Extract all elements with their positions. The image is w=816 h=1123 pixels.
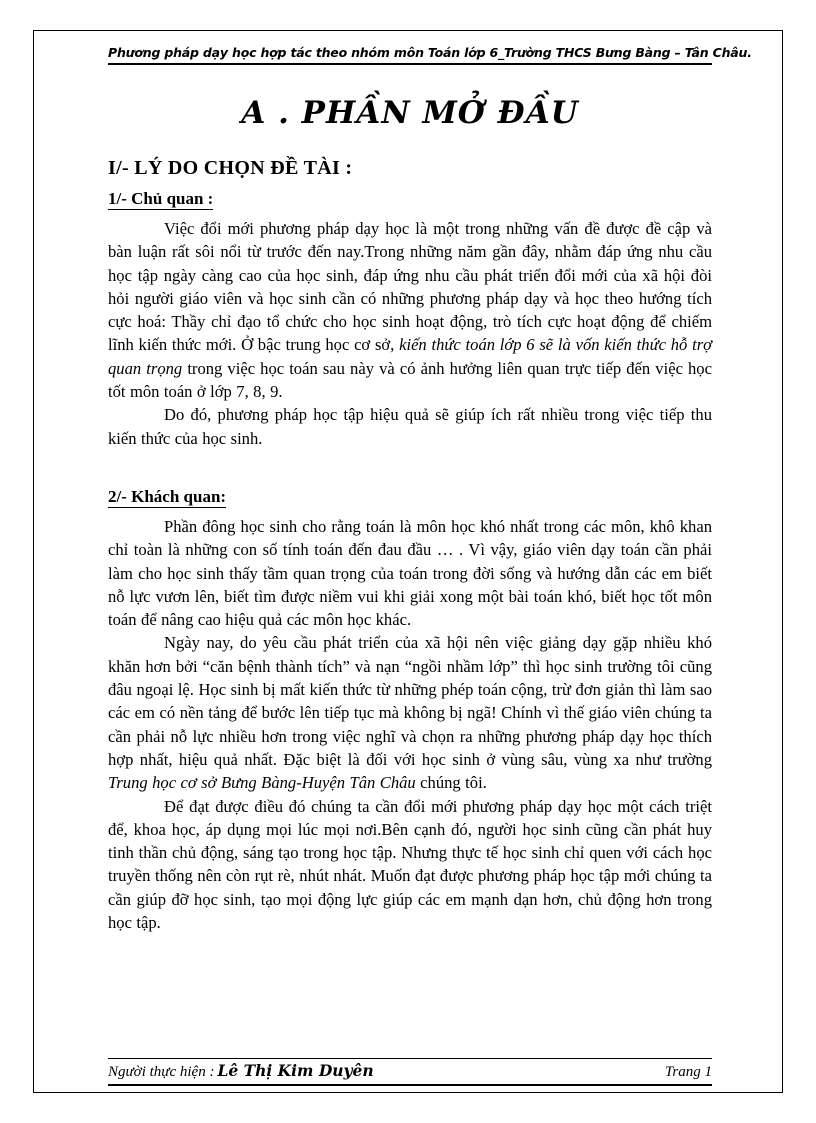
paragraph-khachquan-1: Phần đông học sinh cho rằng toán là môn học khó nhất trong các môn, khô khan chỉ toàn là những con số tính toán đến đau đầu … . Vì vậy, giáo viên dạy toán cần phải làm cho học sinh thấy tầm quan trọng của toán trong đời sống và hướng dẫn các em biết nỗ lực vươn lên, biết tìm được niềm vui khi giải xong một bài toán khó, biết học tốt môn toán để nâng cao hiệu quả các môn học khác. [108,516,712,630]
paragraph-khachquan-2-italic: Trung học cơ sở Bưng Bàng-Huyện Tân Châu [108,773,416,793]
subsection-heading-chuquan: 1/- Chủ quan : [108,189,214,208]
paragraph-khachquan-2-part-b: chúng tôi. [415,773,487,793]
paragraph-chuquan-1-part-a: Việc đổi mới phương pháp dạy học là một trong những vấn đề được đề cập và bàn luận rất sôi nổi từ trước đến nay.Trong những năm gần đây, nhằm đáp ứng nhu cầu học tập ngày càng cao của học sinh, đáp ứng nhu cầu phát triển đổi mới của xã hội đòi hỏi người giáo viên và học sinh cần có những phương pháp dạy và học theo hướng tích cực hoá: Thầy chỉ đạo tổ chức cho học sinh hoạt động, trò tích cực hoạt động để chiếm lĩnh kiến thức mới. Ở bậc trung học cơ sở, [108,219,712,355]
subsection-heading-khachquan: 2/- Khách quan: [108,486,227,506]
paragraph-chuquan-1-part-b: trong việc học toán sau này và có ảnh hưởng liên quan trực tiếp đến việc học tốt môn toán ở lớp 7, 8, 9. [108,358,712,402]
subsection-1-heading-wrap [108,189,712,213]
footer-author-block [108,1061,374,1081]
footer-page-number: Trang 1 [664,1064,712,1080]
footer-author-label: Người thực hiện : [108,1064,215,1080]
document-title-text: A . PHẦN MỞ ĐẦU [241,95,579,131]
page-content [108,45,752,934]
paragraph-chuquan-1-italic: kiến thức toán lớp 6 sẽ là vốn kiến thức hỗ trợ quan trọng [108,335,713,378]
paragraph-khachquan-3: Để đạt được điều đó chúng ta cần đổi mới phương pháp dạy học một cách triệt để, khoa học, áp dụng mọi lúc mọi nơi.Bên cạnh đó, người học sinh cũng cần phát huy tinh thần chủ động, sáng tạo trong học tập. Nhưng thực tế học sinh chỉ quen với cách học truyền thống nên còn rụt rè, nhút nhát. Muốn đạt được phương pháp học tập mới chúng ta cần giúp đỡ học sinh, tạo mọi động lực giúp các em mạnh dạn hơn, chủ động hơn trong học tập. [108,796,712,933]
paragraph-chuquan-2: Do đó, phương pháp học tập hiệu quả sẽ giúp ích rất nhiều trong việc tiếp thu kiến thức của học sinh. [108,405,712,448]
paragraph-chuquan-1 [108,217,712,403]
running-footer [108,1058,712,1086]
footer-author-name: Lê Thị Kim Duyên [217,1061,374,1080]
paragraph-khachquan-2-part-a: Ngày nay, do yêu cầu phát triển của xã hội nên việc giảng dạy gặp nhiều khó khăn hơn bởi “căn bệnh thành tích” và nạn “ngồi nhầm lớp” thì học sinh trường tôi cũng đâu ngoại lệ. Học sinh bị mất kiến thức từ những phép toán cộng, trừ đơn giản thì làm sao các em có nền tảng để bước lên tiếp tục mà không bị ngã! Chính vì thế giáo viên chúng ta cần phải nỗ lực nhiều hơn trong việc nghĩ và chọn ra những phương pháp dạy học thích hợp nhất, hiệu quả nhất. Đặc biệt là đối với học sinh ở vùng sâu, vùng xa như trường [108,633,712,769]
document-title [108,95,712,131]
paragraph-spacer [108,450,712,462]
paragraph-khachquan-2 [108,631,712,794]
running-header [108,45,752,65]
section-heading-lydochon: I/- LÝ DO CHỌN ĐỀ TÀI : [108,157,353,179]
subsection-2-heading-wrap [108,487,712,511]
running-header-text: Phương pháp dạy học hợp tác theo nhóm môn Toán lớp 6_Trường THCS Bưng Bàng – Tân Châu. [108,45,752,60]
